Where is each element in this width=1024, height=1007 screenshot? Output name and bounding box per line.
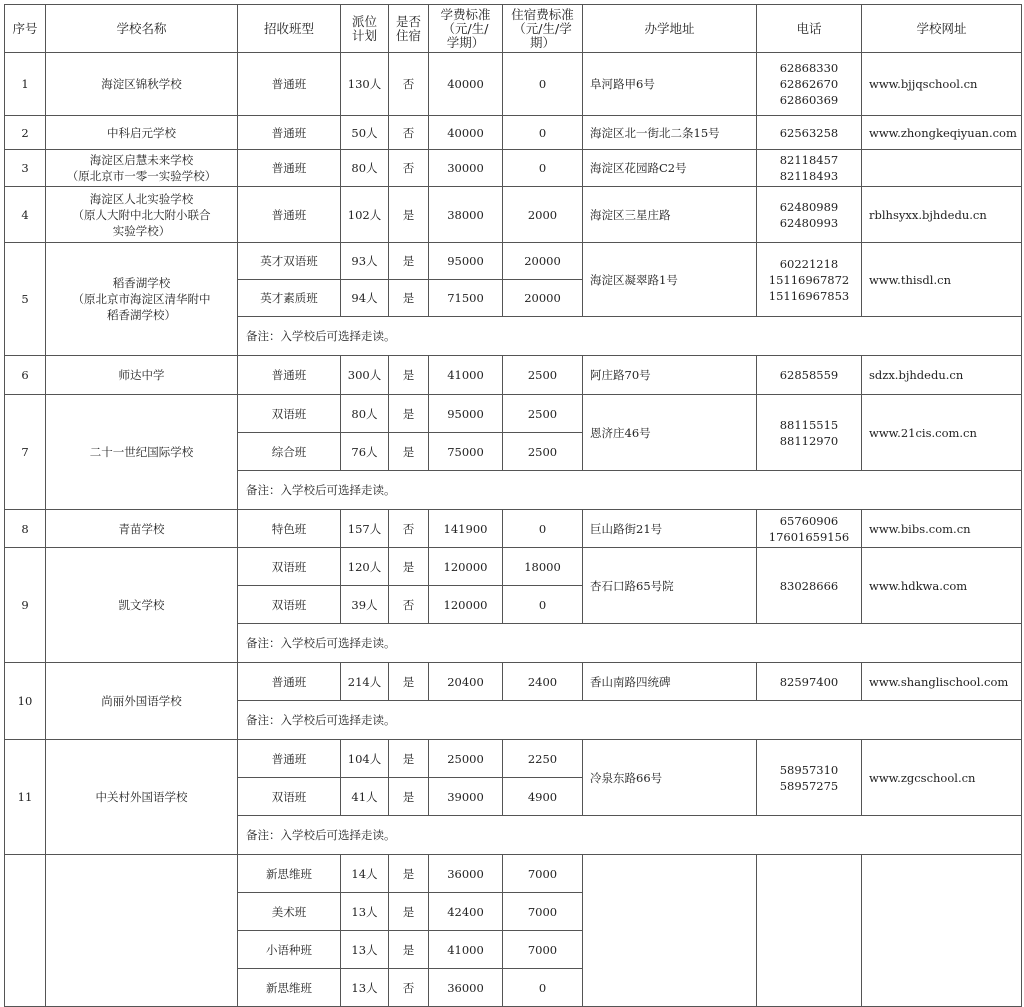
admission-plan: 157人: [341, 510, 389, 548]
school-website: www.21cis.com.cn: [862, 395, 1022, 471]
admission-plan: 130人: [341, 53, 389, 116]
school-name: 海淀区锦秋学校: [46, 53, 238, 116]
class-type: 普通班: [238, 187, 341, 243]
school-note: 备注：入学校后可选择走读。: [238, 624, 1022, 663]
school-phone: 88115515 88112970: [757, 395, 862, 471]
school-name: 尚丽外国语学校: [46, 663, 238, 740]
tuition-fee: 36000: [429, 855, 503, 893]
boarding-fee: 2500: [503, 395, 583, 433]
class-type: 双语班: [238, 778, 341, 816]
admission-plan: 300人: [341, 356, 389, 395]
school-address: 海淀区三星庄路: [583, 187, 757, 243]
header-col-school-name: 学校名称: [46, 5, 238, 53]
class-type: 美术班: [238, 893, 341, 931]
admission-plan: 41人: [341, 778, 389, 816]
boarding-flag: 是: [389, 740, 429, 778]
admission-plan: 93人: [341, 243, 389, 280]
school-note: 备注：入学校后可选择走读。: [238, 701, 1022, 740]
header-col-website: 学校网址: [862, 5, 1022, 53]
school-number: 10: [5, 663, 46, 740]
header-col-plan: 派位 计划: [341, 5, 389, 53]
school-name: 二十一世纪国际学校: [46, 395, 238, 510]
boarding-flag: 否: [389, 586, 429, 624]
school-number: 8: [5, 510, 46, 548]
class-type: 普通班: [238, 116, 341, 150]
boarding-flag: 是: [389, 356, 429, 395]
school-address: 恩济庄46号: [583, 395, 757, 471]
school-name: 中关村外国语学校: [46, 740, 238, 855]
school-phone: 60221218 15116967872 15116967853: [757, 243, 862, 317]
table-row: [5, 187, 1022, 243]
boarding-flag: 是: [389, 663, 429, 701]
tuition-fee: 41000: [429, 931, 503, 969]
school-note: 备注：入学校后可选择走读。: [238, 471, 1022, 510]
admission-plan: 50人: [341, 116, 389, 150]
school-number: 6: [5, 356, 46, 395]
tuition-fee: 120000: [429, 548, 503, 586]
school-name: [46, 855, 238, 1007]
boarding-flag: 是: [389, 433, 429, 471]
admission-plan: 13人: [341, 969, 389, 1007]
school-phone: 65760906 17601659156: [757, 510, 862, 548]
school-phone: 83028666: [757, 548, 862, 624]
boarding-fee: 20000: [503, 243, 583, 280]
school-name: 海淀区人北实验学校 （原人大附中北大附小联合 实验学校）: [46, 187, 238, 243]
admission-plan: 94人: [341, 280, 389, 317]
boarding-flag: 是: [389, 395, 429, 433]
school-address: 冷泉东路66号: [583, 740, 757, 816]
school-phone: 62563258: [757, 116, 862, 150]
tuition-fee: 40000: [429, 53, 503, 116]
class-type: 新思维班: [238, 969, 341, 1007]
school-website: www.zgcschool.cn: [862, 740, 1022, 816]
school-name: 青苗学校: [46, 510, 238, 548]
boarding-flag: 是: [389, 855, 429, 893]
school-address: [583, 855, 757, 1007]
school-number: 4: [5, 187, 46, 243]
school-website: www.hdkwa.com: [862, 548, 1022, 624]
tuition-fee: 42400: [429, 893, 503, 931]
class-type: 双语班: [238, 548, 341, 586]
boarding-fee: 7000: [503, 893, 583, 931]
table-row: [5, 356, 1022, 395]
boarding-fee: 2000: [503, 187, 583, 243]
class-type: 英才双语班: [238, 243, 341, 280]
boarding-fee: 0: [503, 969, 583, 1007]
admission-plan: 102人: [341, 187, 389, 243]
boarding-fee: 2500: [503, 356, 583, 395]
tuition-fee: 25000: [429, 740, 503, 778]
admission-plan: 39人: [341, 586, 389, 624]
school-website: www.thisdl.cn: [862, 243, 1022, 317]
boarding-fee: 7000: [503, 931, 583, 969]
class-type: 新思维班: [238, 855, 341, 893]
tuition-fee: 41000: [429, 356, 503, 395]
table-row: [5, 116, 1022, 150]
table-row: [5, 53, 1022, 116]
tuition-fee: 75000: [429, 433, 503, 471]
boarding-flag: 是: [389, 931, 429, 969]
boarding-fee: 7000: [503, 855, 583, 893]
school-number: 2: [5, 116, 46, 150]
school-website: rblhsyxx.bjhdedu.cn: [862, 187, 1022, 243]
admission-plan: 80人: [341, 395, 389, 433]
boarding-fee: 18000: [503, 548, 583, 586]
class-type: 普通班: [238, 740, 341, 778]
class-type: 英才素质班: [238, 280, 341, 317]
tuition-fee: 71500: [429, 280, 503, 317]
admission-plan: 120人: [341, 548, 389, 586]
boarding-flag: 否: [389, 53, 429, 116]
school-address: 阿庄路70号: [583, 356, 757, 395]
table-row: [5, 740, 1022, 778]
table-row: [5, 150, 1022, 187]
tuition-fee: 141900: [429, 510, 503, 548]
boarding-flag: 是: [389, 548, 429, 586]
school-phone: 82118457 82118493: [757, 150, 862, 187]
boarding-fee: 2250: [503, 740, 583, 778]
boarding-fee: 0: [503, 53, 583, 116]
table-row: [5, 243, 1022, 280]
boarding-fee: 0: [503, 510, 583, 548]
admission-plan: 13人: [341, 893, 389, 931]
school-number: 3: [5, 150, 46, 187]
admission-plan: 80人: [341, 150, 389, 187]
tuition-fee: 40000: [429, 116, 503, 150]
school-name: 稻香湖学校 （原北京市海淀区清华附中 稻香湖学校）: [46, 243, 238, 356]
header-col-phone: 电话: [757, 5, 862, 53]
boarding-fee: 2500: [503, 433, 583, 471]
school-name: 中科启元学校: [46, 116, 238, 150]
school-website: [862, 855, 1022, 1007]
school-address: 阜河路甲6号: [583, 53, 757, 116]
tuition-fee: 36000: [429, 969, 503, 1007]
boarding-fee: 20000: [503, 280, 583, 317]
header-col-boarding: 是否 住宿: [389, 5, 429, 53]
school-phone: 82597400: [757, 663, 862, 701]
boarding-flag: 否: [389, 510, 429, 548]
school-name: 凯文学校: [46, 548, 238, 663]
school-number: 5: [5, 243, 46, 356]
admission-plan: 13人: [341, 931, 389, 969]
boarding-fee: 0: [503, 116, 583, 150]
class-type: 普通班: [238, 356, 341, 395]
school-address: 巨山路街21号: [583, 510, 757, 548]
table-row: [5, 663, 1022, 701]
school-note: 备注：入学校后可选择走读。: [238, 317, 1022, 356]
school-address: 海淀区凝翠路1号: [583, 243, 757, 317]
school-number: 9: [5, 548, 46, 663]
school-website: sdzx.bjhdedu.cn: [862, 356, 1022, 395]
class-type: 双语班: [238, 586, 341, 624]
school-website: www.zhongkeqiyuan.com: [862, 116, 1022, 150]
admission-plan: 14人: [341, 855, 389, 893]
table-row: [5, 855, 1022, 893]
school-phone: [757, 855, 862, 1007]
school-address: 海淀区北一街北二条15号: [583, 116, 757, 150]
school-phone: 62858559: [757, 356, 862, 395]
class-type: 双语班: [238, 395, 341, 433]
school-admission-table: [4, 4, 1022, 1007]
tuition-fee: 39000: [429, 778, 503, 816]
boarding-flag: 否: [389, 969, 429, 1007]
class-type: 普通班: [238, 663, 341, 701]
school-number: 7: [5, 395, 46, 510]
boarding-flag: 否: [389, 116, 429, 150]
boarding-fee: 4900: [503, 778, 583, 816]
header-col-tuition: 学费标准 （元/生/ 学期）: [429, 5, 503, 53]
table-row: [5, 510, 1022, 548]
boarding-flag: 是: [389, 280, 429, 317]
header-col-no: 序号: [5, 5, 46, 53]
admission-plan: 214人: [341, 663, 389, 701]
school-website: [862, 150, 1022, 187]
school-address: 香山南路四统碑: [583, 663, 757, 701]
school-website: www.shanglischool.com: [862, 663, 1022, 701]
school-website: www.bibs.com.cn: [862, 510, 1022, 548]
school-number: 1: [5, 53, 46, 116]
tuition-fee: 20400: [429, 663, 503, 701]
class-type: 特色班: [238, 510, 341, 548]
table-header-row: [5, 5, 1022, 53]
school-name: 师达中学: [46, 356, 238, 395]
school-phone: 62868330 62862670 62860369: [757, 53, 862, 116]
school-name: 海淀区启慧未来学校 （原北京市一零一实验学校）: [46, 150, 238, 187]
school-number: 11: [5, 740, 46, 855]
class-type: 小语种班: [238, 931, 341, 969]
tuition-fee: 95000: [429, 243, 503, 280]
header-col-address: 办学地址: [583, 5, 757, 53]
admission-plan: 104人: [341, 740, 389, 778]
school-address: 海淀区花园路C2号: [583, 150, 757, 187]
admission-plan: 76人: [341, 433, 389, 471]
boarding-fee: 0: [503, 586, 583, 624]
boarding-fee: 2400: [503, 663, 583, 701]
boarding-flag: 是: [389, 893, 429, 931]
header-col-class-type: 招收班型: [238, 5, 341, 53]
school-note: 备注：入学校后可选择走读。: [238, 816, 1022, 855]
class-type: 综合班: [238, 433, 341, 471]
boarding-flag: 是: [389, 187, 429, 243]
class-type: 普通班: [238, 53, 341, 116]
tuition-fee: 30000: [429, 150, 503, 187]
boarding-flag: 是: [389, 243, 429, 280]
table-row: [5, 548, 1022, 586]
header-col-boarding-fee: 住宿费标准 （元/生/学 期）: [503, 5, 583, 53]
boarding-flag: 否: [389, 150, 429, 187]
school-number: [5, 855, 46, 1007]
tuition-fee: 38000: [429, 187, 503, 243]
boarding-fee: 0: [503, 150, 583, 187]
school-phone: 58957310 58957275: [757, 740, 862, 816]
tuition-fee: 120000: [429, 586, 503, 624]
school-address: 杏石口路65号院: [583, 548, 757, 624]
school-phone: 62480989 62480993: [757, 187, 862, 243]
table-row: [5, 395, 1022, 433]
tuition-fee: 95000: [429, 395, 503, 433]
class-type: 普通班: [238, 150, 341, 187]
boarding-flag: 是: [389, 778, 429, 816]
school-website: www.bjjqschool.cn: [862, 53, 1022, 116]
